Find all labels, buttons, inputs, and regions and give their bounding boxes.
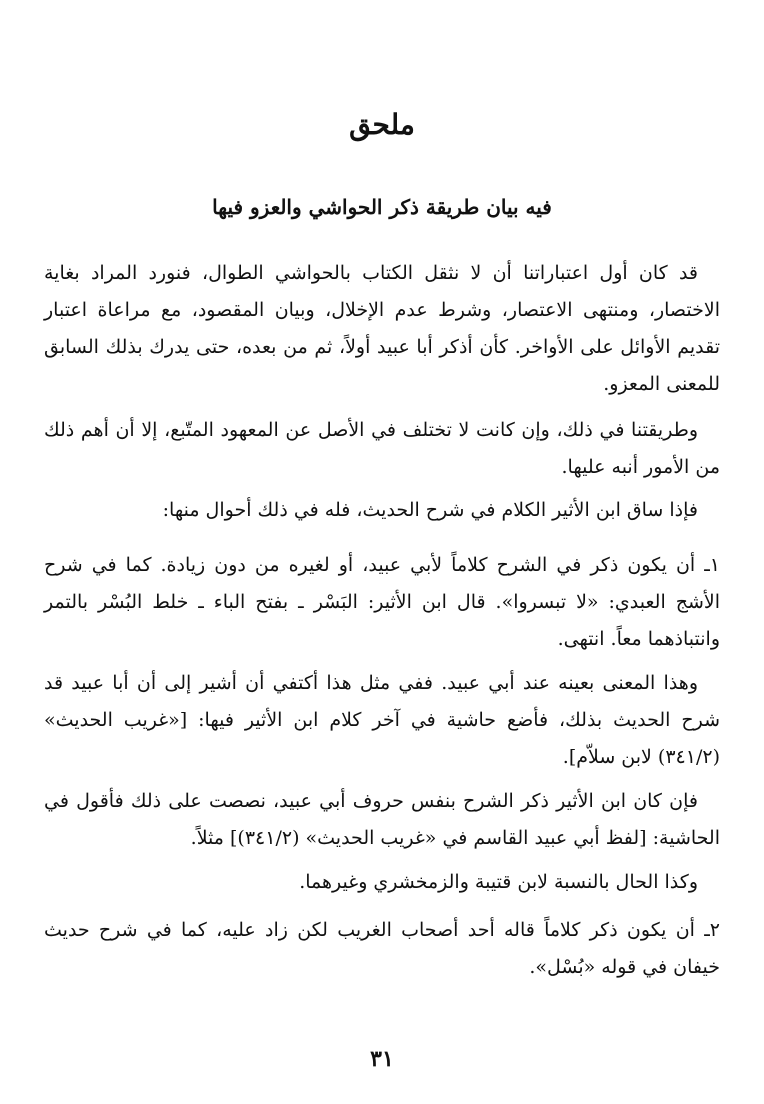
paragraph-text: قد كان أول اعتباراتنا أن لا نثقل الكتاب بالحواشي الطوال، فنورد المراد بغاية الاختصار، ومنتهى الاعتصار، وشرط عدم الإخلال، وبيان المقصود، مع مراعاة اعتبار تقديم الأوائل على الأواخر. كأن أذكر أبا عبيد أولاً، ثم من بعده، حتى يدرك بذلك السابق للمعنى المعزو.: [44, 262, 720, 395]
numbered-paragraph: [44, 547, 720, 658]
paragraph-text: فإذا ساق ابن الأثير الكلام في شرح الحديث، فله في ذلك أحوال منها:: [162, 499, 698, 521]
book-page: [44, 0, 720, 1104]
paragraph: [44, 412, 720, 486]
numbered-paragraph: [44, 912, 720, 986]
paragraph-text: فإن كان ابن الأثير ذكر الشرح بنفس حروف أبي عبيد، نصصت على ذلك فأقول في الحاشية: [لفظ أبي عبيد القاسم في «غريب الحديث» (٣٤١/٢)] مثلاً.: [44, 790, 720, 849]
paragraph: [44, 783, 720, 857]
paragraph: [44, 255, 720, 403]
page-number: ٣١: [370, 1046, 394, 1072]
paragraph: [44, 492, 720, 529]
section-subtitle: فيه بيان طريقة ذكر الحواشي والعزو فيها: [212, 195, 552, 219]
paragraph: [44, 864, 720, 901]
paragraph-text: ١ـ أن يكون ذكر في الشرح كلاماً لأبي عبيد، أو لغيره من دون زيادة. كما في شرح الأشج العبدي: «لا تبسروا». قال ابن الأثير: البَسْر ـ بفتح الباء ـ خلط البُسْر بالتمر وانتباذهما معاً. انتهى.: [44, 554, 720, 650]
paragraph-text: وهذا المعنى بعينه عند أبي عبيد. ففي مثل هذا أكتفي أن أشير إلى أن أبا عبيد قد شرح الحديث بذلك، فأضع حاشية في آخر كلام ابن الأثير فيها: [«غريب الحديث» (٣٤١/٢) لابن سلاّم].: [44, 672, 720, 768]
page-title: ملحق: [349, 108, 415, 141]
paragraph-text: وطريقتنا في ذلك، وإن كانت لا تختلف في الأصل عن المعهود المتّبع، إلا أن أهم ذلك من الأمور أنبه عليها.: [44, 419, 720, 478]
paragraph-text: وكذا الحال بالنسبة لابن قتيبة والزمخشري وغيرهما.: [299, 871, 698, 893]
paragraph-text: ٢ـ أن يكون ذكر كلاماً قاله أحد أصحاب الغريب لكن زاد عليه، كما في شرح حديث خيفان في قوله «بُسْل».: [44, 919, 720, 978]
paragraph: [44, 665, 720, 776]
